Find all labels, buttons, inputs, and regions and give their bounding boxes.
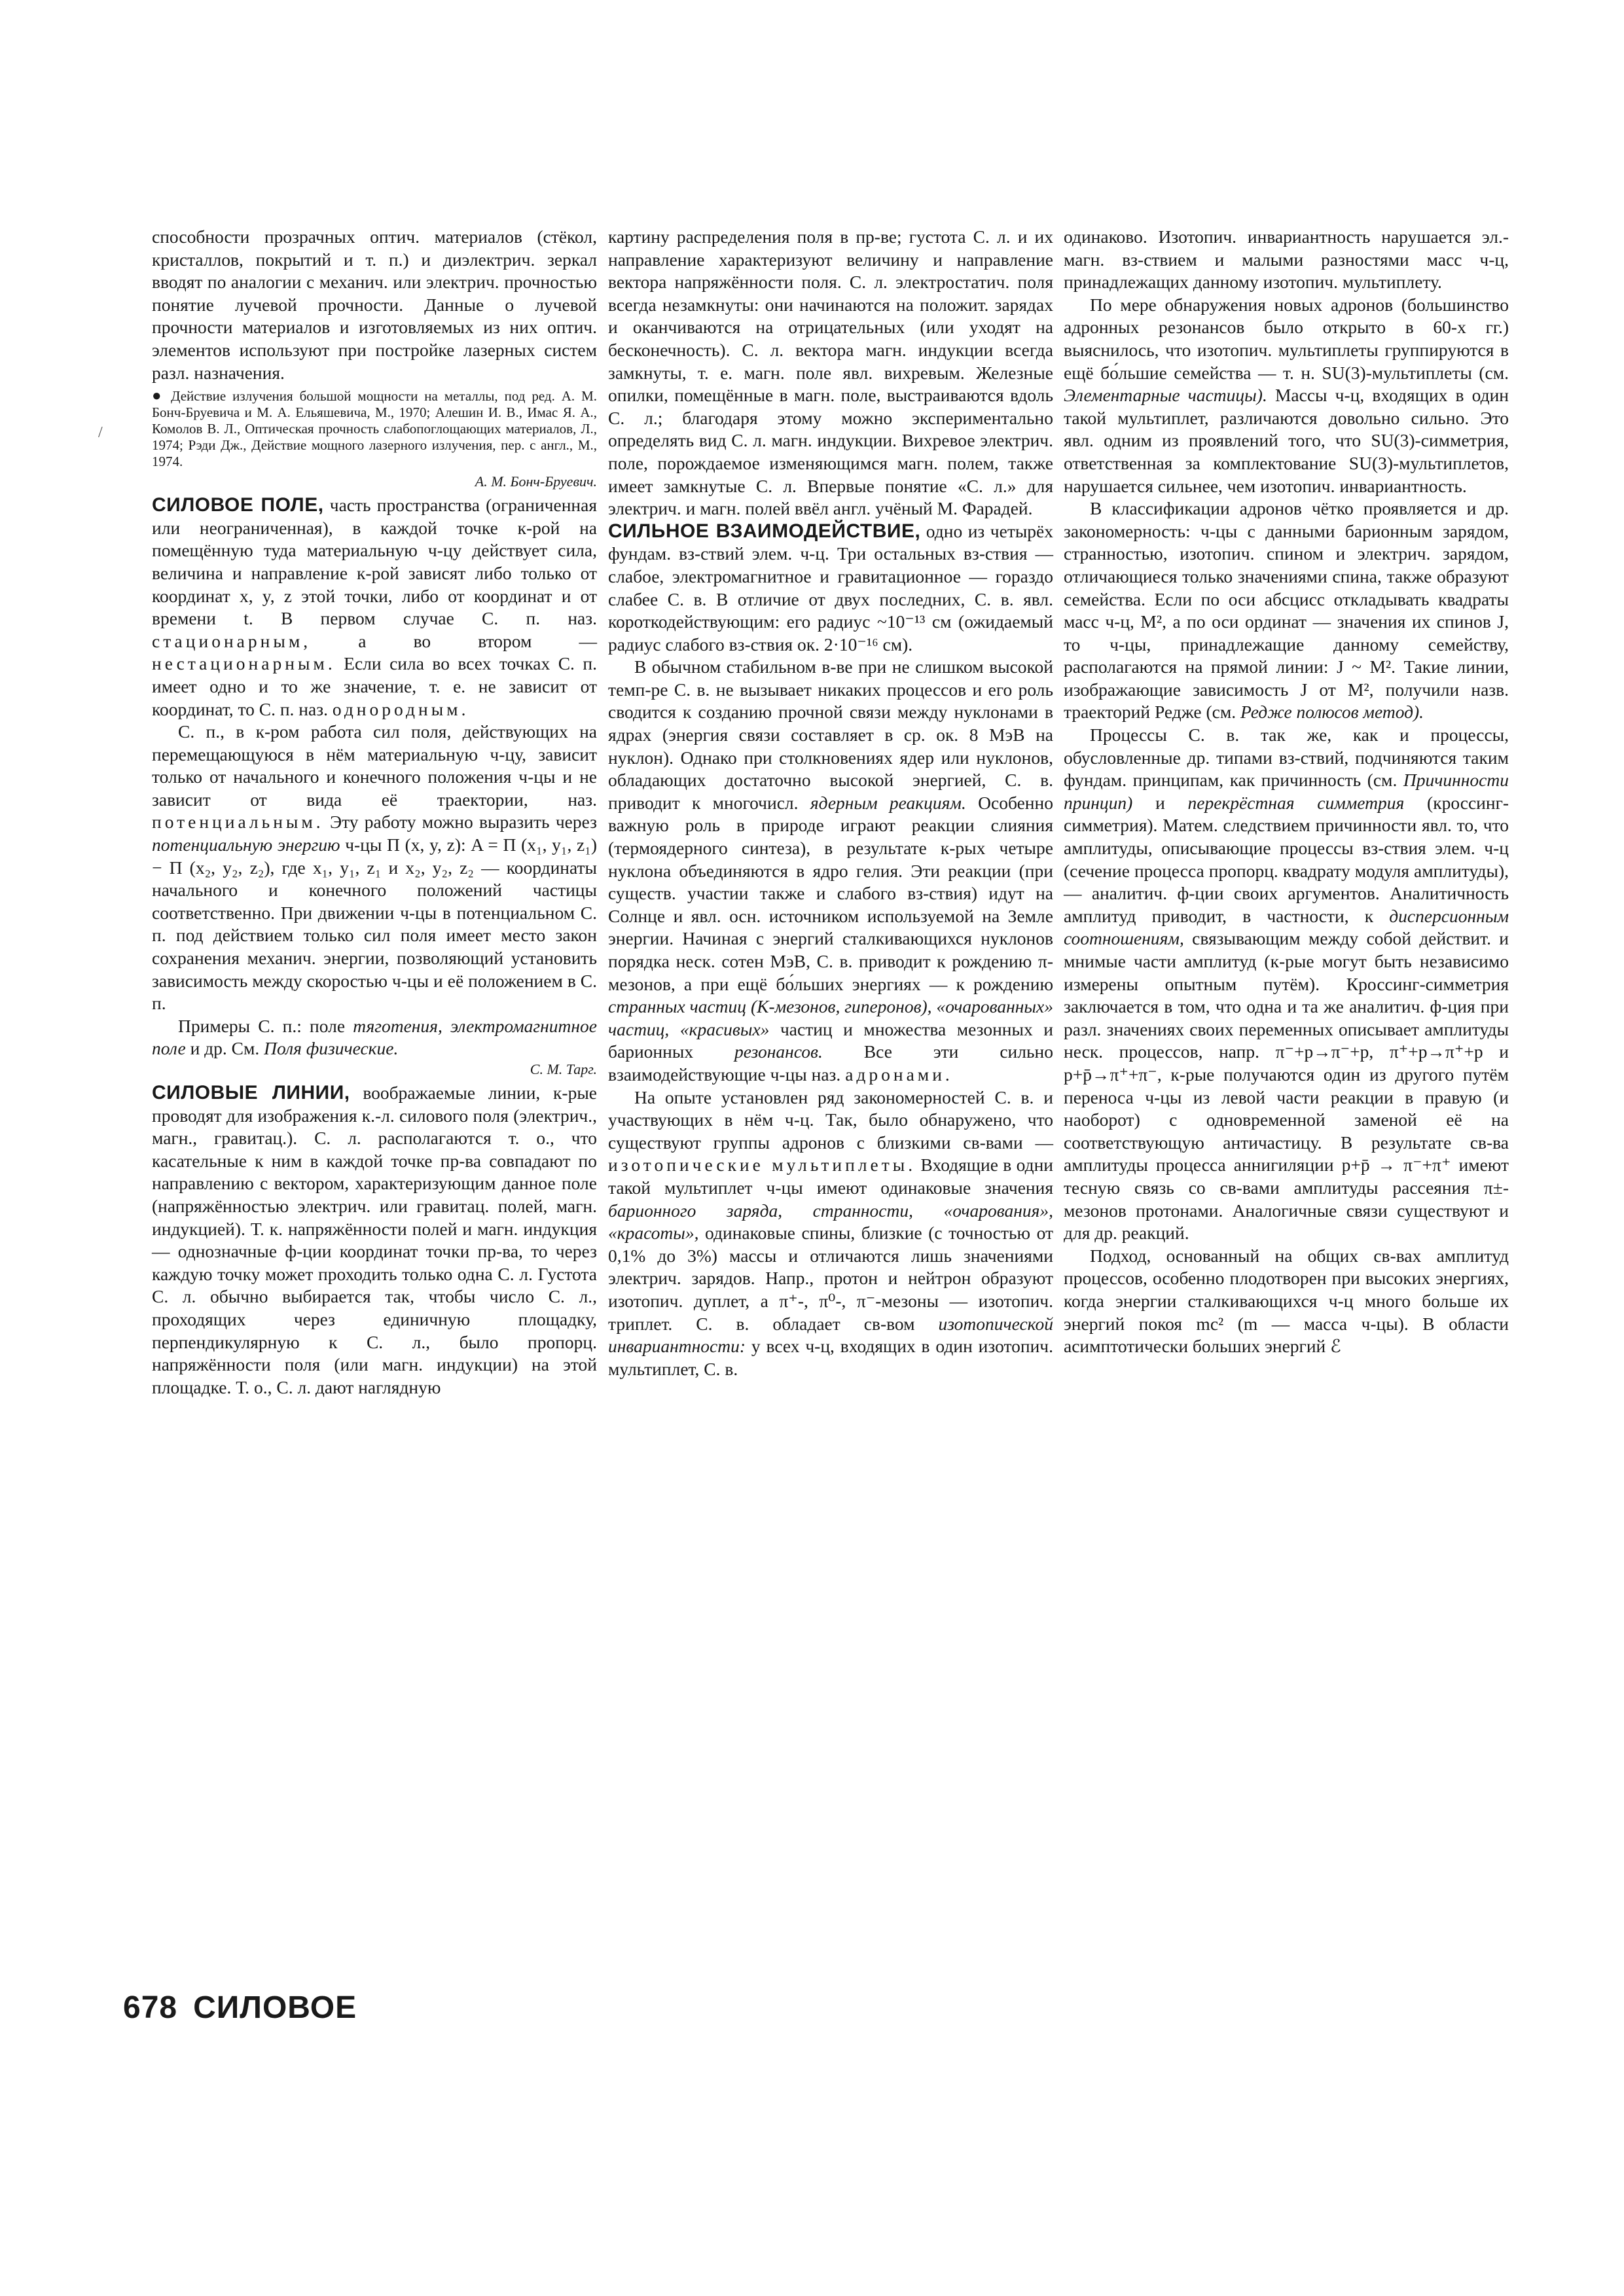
spaced-term: стационарным, (152, 630, 312, 651)
entry-text: часть пространства (ограниченная или неограниченная), в каждой точке к-рой на помещённую туда материальную ч-цу действует сила, величина и направление к-рой зависят либо только от координат x, y, z этой точки, либо от координат и от времени t. В первом случае С. п. наз. (152, 495, 597, 629)
spaced-term: потенциальным. (152, 812, 324, 833)
spaced-term: нестационарным. (152, 653, 336, 674)
entry-text: С. п., в к-ром работа сил поля, действующих на перемещающуюся в нём материальную ч-цу, зависит только от начального и конечного положения ч-цы и не зависит от вида её траектории, наз. (152, 721, 597, 810)
entry-text: Процессы С. в. так же, как и процессы, обусловленные др. типами вз-ствий, подчиняются таким фундам. принципам, как причинность (см. (1064, 725, 1509, 791)
page-footer (123, 1990, 372, 2026)
paragraph-su3 (1064, 294, 1509, 497)
entry-text: Если сила во всех точках С. п. имеет одно и то же значение, т. е. не зависит от координат, то С. п. наз. (152, 653, 597, 719)
paragraph-crossing-symmetry (1064, 724, 1509, 1245)
entry-text: В классификации адронов чётко проявляется и др. закономерность: ч-цы с данными барионным зарядом, странностью, изотопич. спином и электрич. зарядом, отличающиеся только значениями спина, также образуют семейства. Если по оси абсцисс откладывать квадраты масс ч-ц, M², а по оси ординат — значения их спинов J, то ч-цы, принадлежащие данному семейству, располагаются на прямой линии: J ~ M². Такие линии, изображающие зависимость J от M², получили назв. траекторий Редже (см. (1064, 498, 1509, 723)
author-signature: С. М. Тарг. (530, 1061, 597, 1077)
paragraph-isospin-continued: одинаково. Изотопич. инвариантность нарушается эл.-магн. вз-ствием и малыми разностями масс ч-ц, принадлежащих данному изотопич. мультиплету. (1064, 226, 1509, 293)
paragraph-isotopic-multiplets (608, 1086, 1053, 1381)
entry-text: и (1155, 792, 1165, 813)
cross-reference: Причинности принцип) (1064, 770, 1509, 813)
entry-text: (кроссинг-симметрия). Матем. следствием причинности явл. то, что амплитуды, описывающие процессы вз-ствия элем. ч-ц (сечение процесса пропорц. квадрату модуля амплитуды), — аналитич. ф-ции своих аргументов. Аналитичность амплитуд приводит, в частности, к (1064, 792, 1509, 926)
literature-references (152, 388, 597, 470)
entry-text: одно из четырёх фундам. вз-ствий элем. ч-ц. Три остальных вз-ствия — слабое, электромагнитное и гравитационное — гораздо слабее С. в. В отличие от двух последних, С. в. явл. короткодействующим: его радиус ~10⁻¹³ см (ожидаемый радиус слабого вз-ствия ок. 2·10⁻¹⁶ см). (608, 520, 1054, 655)
entry-text: На опыте установлен ряд закономерностей С. в. и участвующих в нём ч-ц. Так, было обнаружено, что существуют группы адронов с близкими св-вами — (608, 1086, 1053, 1153)
entry-text: одинаковые спины, близкие (с точностью от 0,1% до 3%) массы и отличаются лишь значениями электрич. зарядов. Напр., протон и нейтрон образуют изотопич. дуплет, а π⁺-, π⁰-, π⁻-мезоны — изотопич. триплет. С. в. обладает св-вом (608, 1223, 1053, 1334)
paragraph-high-energy: Подход, основанный на общих св-вах амплитуд процессов, особенно плодотворен при высоких энергиях, когда энергии сталкивающихся ч-ц много больше их энергий покоя mc² (m — масса ч-цы). В области асимптотически больших энергий ℰ (1064, 1245, 1509, 1357)
entry-silovoe-pole (152, 494, 597, 721)
entry-text: воображаемые линии, к-рые проводят для изображения к.-л. силового поля (электрич., магн., гравитац.). С. л. располагаются т. о., что касательные к ним в каждой точке пр-ва совпадают по направлению с вектором, характеризующим данное поле (напряжённостью электрич. или гравитац. полей, магн. индукцией). Т. к. напряжённости полей и магн. индукция — однозначные ф-ции координат точки пр-ва, то через каждую точку может проходить только одна С. л. Густота С. л. обычно выбирается так, чтобы число С. л., проходящих через единичную площадку, перпендикулярную к С. л., было пропорц. напряжённости поля (или магн. индукции) на этой площадке. Т. о., С. л. дают наглядную (152, 1083, 598, 1397)
entry-text: Массы ч-ц, входящих в один такой мультиплет, различаются довольно сильно. Это явл. одним из проявлений того, что SU(3)-симметрия, ответственная за комплектование SU(3)-мультиплетов, нарушается сильнее, чем изотопич. инвариантность. (1064, 385, 1509, 496)
cross-reference: перекрёстная симметрия (1187, 792, 1405, 813)
spaced-term: адронами. (845, 1064, 953, 1085)
paragraph-regge (1064, 497, 1509, 724)
headword-silovoe-pole: СИЛОВОЕ ПОЛЕ, (152, 494, 324, 516)
bullet-icon: ● (152, 387, 165, 405)
cross-reference: ядерным реакциям. (810, 792, 966, 813)
cross-reference: барионного заряда, странности, «очарования», «красоты», (608, 1200, 1053, 1244)
entry-text: Особенно важную роль в природе играют реакции слияния (термоядерного синтеза), в результате к-рых четыре нуклона объединяются в ядро гелия. Эти реакции (при существ. участии также и слабого вз-ствия) идут на Солнце и явл. осн. источником используемой на Земле энергии. Начиная с энергий сталкивающихся нуклонов порядка неск. сотен МэВ, С. в. приводит к рождению π-мезонов, а при ещё бо́льших энергиях — к рождению (608, 792, 1053, 994)
entry-text: и др. См. (190, 1038, 260, 1059)
entry-text: По мере обнаружения новых адронов (большинство адронных резонансов было открыто в 60-х гг.) выяснилось, что изотопич. мультиплеты группируются в ещё бо́льшие семейства — т. н. SU(3)-мультиплеты (см. (1064, 294, 1509, 383)
entry-silnoe-vzaimodeistvie (608, 520, 1053, 656)
column-1 (152, 226, 597, 1399)
entry-text: а во втором — (358, 630, 597, 651)
paragraph-examples (152, 1015, 597, 1060)
paragraph-field-lines-continued: картину распределения поля в пр-ве; густота С. л. и их направление характеризуют величину и направление вектора напряжённости поля. С. л. электростатич. поля всегда незамкнуты: они начинаются на положит. зарядах и оканчиваются на отрицательных (или уходят на бесконечность). С. л. вектора магн. индукции всегда замкнуты, т. е. магн. поле явл. вихревым. Железные опилки, помещённые в магн. поле, выстраиваются вдоль С. л.; благодаря этому можно экспериментально определять вид С. л. магн. индукции. Вихревое электрич. поле, порождаемое изменяющимся магн. полем, также имеет замкнутые С. л. Впервые понятие «С. л.» для электрич. и магн. полей ввёл англ. учёный М. Фарадей. (608, 226, 1053, 519)
spaced-term: однородным. (332, 698, 469, 719)
entry-text: Примеры С. п.: поле (178, 1015, 346, 1036)
cross-reference: изотопической инвариантности: (608, 1313, 1053, 1357)
page-number: 678 (123, 1990, 178, 2025)
cross-reference: тяготения, электромагнитное поле (152, 1015, 598, 1059)
cross-reference: потенциальную энергию (152, 834, 340, 855)
cross-reference: Редже полюсов метод). (1240, 702, 1424, 723)
margin-mark: / (98, 424, 103, 441)
headword-silovye-linii: СИЛОВЫЕ ЛИНИИ, (152, 1082, 350, 1103)
headword-silnoe-vzaimodeistvie: СИЛЬНОЕ ВЗАИМОДЕЙСТВИЕ, (608, 520, 921, 542)
cross-reference: странных частиц (K-мезонов, гиперонов), «очарованных» частиц, «красивых» (608, 996, 1053, 1039)
column-3 (1064, 226, 1509, 1358)
spaced-term: изотопические мультиплеты. (608, 1155, 916, 1175)
entry-text: Входящие в одни такой мультиплет ч-цы имеют одинаковые значения (608, 1155, 1053, 1198)
cross-reference: резонансов. (734, 1041, 823, 1062)
author-signature: А. М. Бонч-Бруевич. (475, 473, 597, 490)
cross-reference: Элементарные частицы). (1064, 385, 1267, 406)
entry-text: Эту работу можно выразить через (329, 812, 598, 833)
entry-text: у всех ч-ц, входящих в один изотопич. мультиплет, С. в. (608, 1336, 1054, 1379)
entry-silovye-linii (152, 1082, 597, 1399)
paragraph-potential-field (152, 721, 597, 1015)
column-2 (608, 226, 1053, 1380)
entry-text: В обычном стабильном в-ве при не слишком высокой темп-ре С. в. не вызывает никаких процессов и его роль сводится к созданию прочной связи между нуклонами в ядрах (энергия связи составляет в ср. ок. 8 МэВ на нуклон). Однако при столкновениях ядер или нуклонов, обладающих достаточно высокой энергией, С. в. приводит к многочисл. (608, 656, 1053, 813)
entry-text: связывающим между собой действит. и мнимые части амплитуд (к-рые могут быть независимо измерены опытным путём). Кроссинг-симметрия заключается в том, что одна и та же аналитич. ф-ция при разл. значениях своих переменных описывает амплитуды неск. процессов, напр. π⁻+p→π⁻+p, π⁺+p→π⁺+p и p+p̄→π⁺+π⁻, к-рые получаются один из другого путём переноса ч-цы из левой части реакции в правую (и наоборот) с одновременной заменой её на соответствующую античастицу. В результате св-ва амплитуды процесса аннигиляции p+p̄ → π⁻+π⁺ имеют тесную связь со св-вами амплитуды рассеяния π±-мезонов протонами. Аналогичные связи существуют и для др. реакций. (1064, 928, 1509, 1244)
running-head: СИЛОВОЕ (193, 1990, 357, 2025)
entry-text: ч-цы П (x, y, z): A = П (x₁, y₁, z₁) − П (x₂, y₂, z₂), где x₁, y₁, z₁ и x₂, y₂, z₂ — координаты начального и конечного положений частицы соответственно. При движении ч-цы в потенциальном С. п. под действием только сил поля имеет место закон сохранения механич. энергии, позволяющий установить зависимость между скоростью ч-цы и её положением в С. п. (152, 834, 597, 1014)
entry-text: Все эти сильно взаимодействующие ч-цы наз. (608, 1041, 1053, 1085)
paragraph-nuclear-reactions (608, 656, 1053, 1086)
cross-reference: дисперсионным соотношениям, (1064, 905, 1509, 949)
entry-text: частиц и множества мезонных и барионных (608, 1018, 1053, 1062)
literature-text: Действие излучения большой мощности на металлы, под ред. А. М. Бонч-Бруевича и М. А. Ельяшевича, М., 1970; Алешин И. В., Имас Я. А., Комолов В. Л., Оптическая прочность слабопоглощающих материалов, Л., 1974; Рэди Дж., Действие мощного лазерного излучения, пер. с англ., М., 1974. (152, 388, 598, 470)
cross-reference: Поля физические. (264, 1038, 399, 1059)
paragraph-laser-strength: способности прозрачных оптич. материалов (стёкол, кристаллов, покрытий и т. п.) и диэлектрич. зеркал вводят по аналогии с механич. или электрич. прочностью понятие лучевой прочности. Данные о лучевой прочности материалов и изготовляемых из них оптич. элементов используют при постройке лазерных систем разл. назначения. (152, 226, 597, 383)
